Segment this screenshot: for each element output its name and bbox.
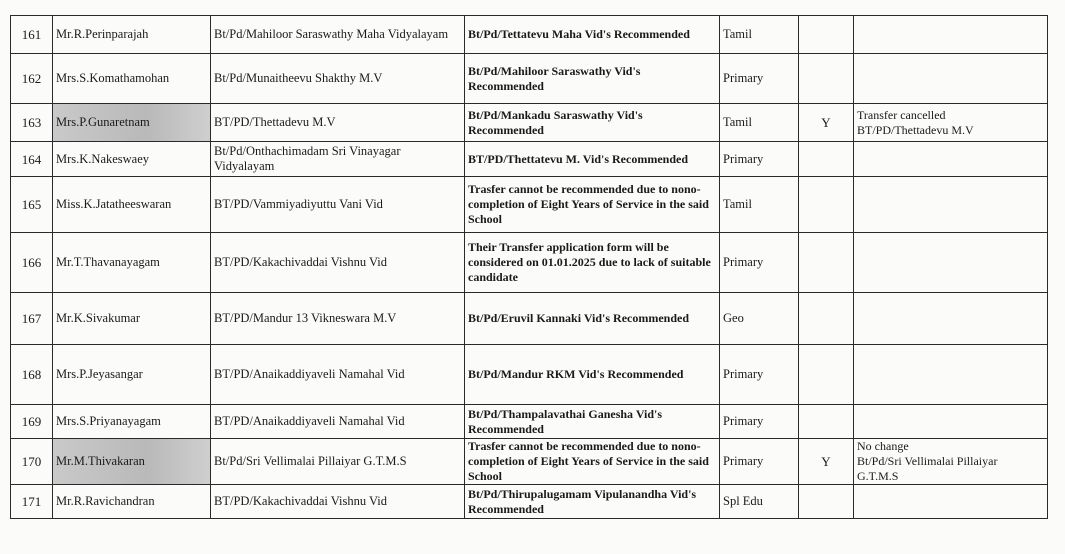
row-number-cell: 164 — [11, 142, 53, 177]
appeal-flag-cell: Y — [799, 104, 854, 142]
recommendation-cell: Their Transfer application form will be considered on 01.01.2025 due to lack of suitable candidate — [465, 233, 720, 293]
recommendation-cell: Trasfer cannot be recommended due to nono-completion of Eight Years of Service in the said School — [465, 177, 720, 233]
remarks-cell — [854, 54, 1048, 104]
current-school-cell: Bt/Pd/Mahiloor Saraswathy Maha Vidyalayam — [211, 16, 465, 54]
appeal-flag-cell — [799, 405, 854, 439]
teacher-name-cell: Mrs.S.Komathamohan — [53, 54, 211, 104]
row-number-cell: 169 — [11, 405, 53, 439]
table-row — [11, 485, 1048, 519]
row-number-cell: 161 — [11, 16, 53, 54]
remarks-cell — [854, 16, 1048, 54]
recommendation-cell: BT/PD/Thettatevu M. Vid's Recommended — [465, 142, 720, 177]
remarks-cell — [854, 345, 1048, 405]
row-number-cell: 167 — [11, 293, 53, 345]
remarks-cell — [854, 177, 1048, 233]
appeal-flag-cell — [799, 177, 854, 233]
subject-cell: Geo — [720, 293, 799, 345]
current-school-cell: Bt/Pd/Onthachimadam Sri Vinayagar Vidyalayam — [211, 142, 465, 177]
row-number-cell: 170 — [11, 439, 53, 485]
teacher-name-cell: Mrs.P.Gunaretnam — [53, 104, 211, 142]
recommendation-cell: Trasfer cannot be recommended due to nono-completion of Eight Years of Service in the said School — [465, 439, 720, 485]
teacher-name-cell: Mrs.K.Nakeswaey — [53, 142, 211, 177]
table-row — [11, 54, 1048, 104]
subject-cell: Primary — [720, 345, 799, 405]
table-row — [11, 16, 1048, 54]
row-number-cell: 165 — [11, 177, 53, 233]
appeal-flag-cell — [799, 345, 854, 405]
recommendation-cell: Bt/Pd/Eruvil Kannaki Vid's Recommended — [465, 293, 720, 345]
row-number-cell: 171 — [11, 485, 53, 519]
remark-line: No change — [857, 439, 909, 453]
current-school-cell: BT/PD/Anaikaddiyaveli Namahal Vid — [211, 345, 465, 405]
subject-cell: Tamil — [720, 16, 799, 54]
appeal-flag-cell — [799, 485, 854, 519]
current-school-cell: BT/PD/Anaikaddiyaveli Namahal Vid — [211, 405, 465, 439]
remarks-cell — [854, 405, 1048, 439]
subject-cell: Tamil — [720, 177, 799, 233]
current-school-cell: Bt/Pd/Sri Vellimalai Pillaiyar G.T.M.S — [211, 439, 465, 485]
subject-cell: Primary — [720, 54, 799, 104]
current-school-cell: BT/PD/Kakachivaddai Vishnu Vid — [211, 485, 465, 519]
remarks-cell — [854, 485, 1048, 519]
appeal-flag-cell — [799, 293, 854, 345]
appeal-flag-cell — [799, 233, 854, 293]
recommendation-cell: Bt/Pd/Mankadu Saraswathy Vid's Recommended — [465, 104, 720, 142]
remarks-cell — [854, 233, 1048, 293]
appeal-flag-cell — [799, 16, 854, 54]
appeal-flag-cell — [799, 142, 854, 177]
row-number-cell: 166 — [11, 233, 53, 293]
teacher-name-cell: Mr.R.Perinparajah — [53, 16, 211, 54]
teacher-name-cell: Miss.K.Jatatheeswaran — [53, 177, 211, 233]
recommendation-cell: Bt/Pd/Mandur RKM Vid's Recommended — [465, 345, 720, 405]
teacher-name-cell: Mr.R.Ravichandran — [53, 485, 211, 519]
row-number-cell: 163 — [11, 104, 53, 142]
remark-line: BT/PD/Thettadevu M.V — [857, 122, 974, 137]
appeal-flag-cell — [799, 54, 854, 104]
subject-cell: Primary — [720, 233, 799, 293]
remarks-cell — [854, 104, 1048, 142]
subject-cell: Primary — [720, 405, 799, 439]
table-row — [11, 293, 1048, 345]
remark-line: Transfer cancelled — [857, 107, 946, 122]
table-row — [11, 405, 1048, 439]
remark-line: Bt/Pd/Sri Vellimalai Pillaiyar — [857, 454, 998, 468]
row-number-cell: 162 — [11, 54, 53, 104]
remarks-cell — [854, 439, 1048, 485]
subject-cell: Tamil — [720, 104, 799, 142]
current-school-cell: BT/PD/Vammiyadiyuttu Vani Vid — [211, 177, 465, 233]
recommendation-cell: Bt/Pd/Thirupalugamam Vipulanandha Vid's Recommended — [465, 485, 720, 519]
table-row — [11, 345, 1048, 405]
recommendation-cell: Bt/Pd/Tettatevu Maha Vid's Recommended — [465, 16, 720, 54]
table-row — [11, 233, 1048, 293]
current-school-cell: BT/PD/Mandur 13 Vikneswara M.V — [211, 293, 465, 345]
row-number-cell: 168 — [11, 345, 53, 405]
table-row — [11, 104, 1048, 142]
teacher-name-cell: Mr.M.Thivakaran — [53, 439, 211, 485]
subject-cell: Primary — [720, 439, 799, 485]
table-row — [11, 142, 1048, 177]
remarks-cell — [854, 293, 1048, 345]
recommendation-cell: Bt/Pd/Mahiloor Saraswathy Vid's Recommended — [465, 54, 720, 104]
teacher-name-cell: Mrs.P.Jeyasangar — [53, 345, 211, 405]
remark-line: G.T.M.S — [857, 469, 899, 483]
table-row — [11, 439, 1048, 485]
subject-cell: Spl Edu — [720, 485, 799, 519]
table-body — [11, 16, 1048, 519]
teacher-name-cell: Mr.T.Thavanayagam — [53, 233, 211, 293]
current-school-cell: Bt/Pd/Munaitheevu Shakthy M.V — [211, 54, 465, 104]
recommendation-cell: Bt/Pd/Thampalavathai Ganesha Vid's Recommended — [465, 405, 720, 439]
subject-cell: Primary — [720, 142, 799, 177]
current-school-cell: BT/PD/Thettadevu M.V — [211, 104, 465, 142]
appeal-flag-cell: Y — [799, 439, 854, 485]
transfer-table — [10, 15, 1048, 519]
current-school-cell: BT/PD/Kakachivaddai Vishnu Vid — [211, 233, 465, 293]
table-row — [11, 177, 1048, 233]
remarks-cell — [854, 142, 1048, 177]
teacher-name-cell: Mrs.S.Priyanayagam — [53, 405, 211, 439]
teacher-name-cell: Mr.K.Sivakumar — [53, 293, 211, 345]
